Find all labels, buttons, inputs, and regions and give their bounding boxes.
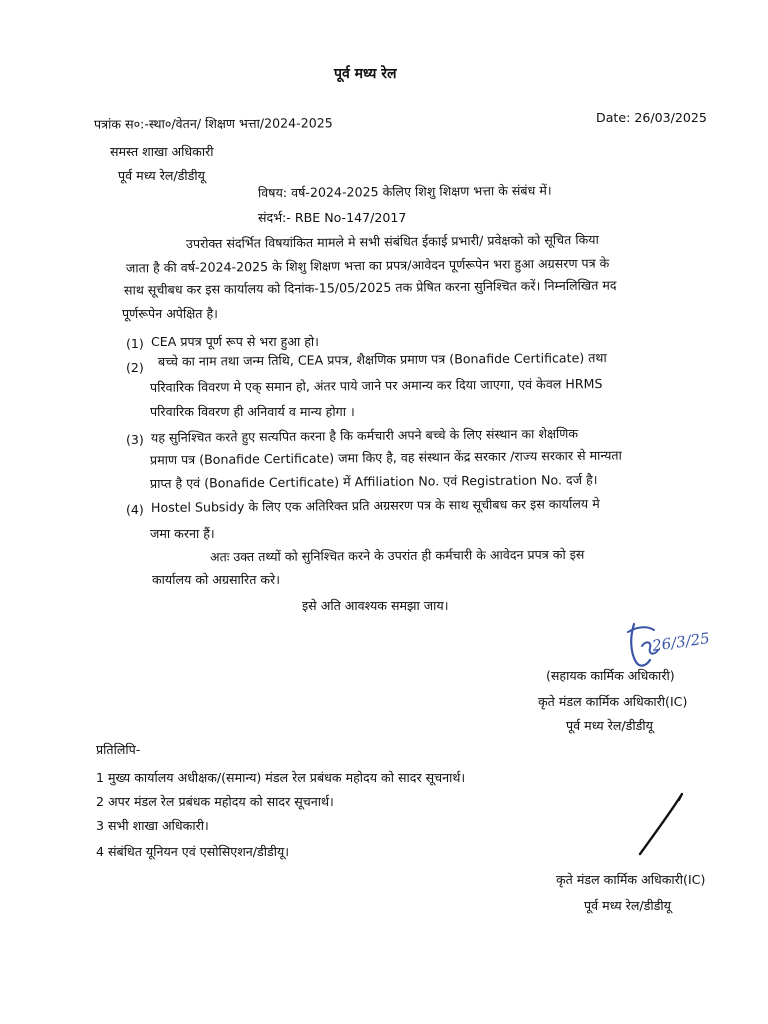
para2-line-1: अतः उक्त तथ्यों को सुनिश्चित करने के उपरांत ही कर्मचारी के आवेदन प्रपत्र को इस [209, 546, 585, 565]
item-1-number: (1) [126, 336, 144, 351]
para1-line-4: पूर्णरूपेन अपेक्षित है। [122, 306, 218, 321]
item-4-line-2: जमा करना हैं। [150, 526, 215, 541]
addressee-line-1: समस्त शाखा अधिकारी [110, 144, 214, 159]
reference-number: पत्रांक स०:-स्था०/वेतन/ शिक्षण भत्ता/2024-2025 [93, 115, 333, 132]
copy-to-item-3: 3 सभी शाखा अधिकारी। [96, 818, 209, 833]
para1-line-3: साथ सूचीबध कर इस कार्यालय को दिनांक-15/05/2025 तक प्रेषित करना सुनिश्चित करें। निम्नलिखित मद [123, 277, 617, 298]
signature-2 [632, 790, 692, 860]
para1-line-1: उपरोक्त संदर्भित विषयांकित मामले मे सभी संबंधित ईकाई प्रभारी/ प्रवेक्षको को सूचित किया [185, 231, 599, 252]
item-3-line-3: प्राप्त है एवं (Bonafide Certificate) में Affiliation No. एवं Registration No. दर्ज है। [149, 472, 598, 491]
org-heading: पूर्व मध्य रेल [334, 66, 397, 82]
signature-2-designation-2: पूर्व मध्य रेल/डीडीयू [584, 898, 671, 913]
addressee-line-2: पूर्व मध्य रेल/डीडीयू [118, 168, 205, 183]
para2-line-2: कार्यालय को अग्रसारित करे। [152, 572, 280, 587]
signature-1-designation-1: (सहायक कार्मिक अधिकारी) [546, 668, 675, 683]
item-3-line-1: यह सुनिश्चित करते हुए सत्यपित करना है कि कर्मचारी अपने बच्चे के लिए संस्थान का शेक्षणिक [150, 425, 579, 446]
copy-to-item-1: 1 मुख्य कार्यालय अधीक्षक/(समान्य) मंडल रेल प्रबंधक महोदय को सादर सूचनार्थ। [96, 770, 466, 785]
item-4-number: (4) [126, 502, 144, 517]
signature-1-designation-3: पूर्व मध्य रेल/डीडीयू [566, 718, 653, 733]
signature-2-designation-1: कृते मंडल कार्मिक अधिकारी(IC) [556, 872, 706, 887]
item-2-line-2: परिवारिक विवरण मे एक् समान हो, अंतर पाये जाने पर अमान्य कर दिया जाएगा, एवं केवल HRMS [149, 376, 603, 395]
letter-date: Date: 26/03/2025 [596, 110, 707, 125]
subject-reference: संदर्भ:- RBE No-147/2017 [258, 210, 407, 225]
item-2-line-1: बच्चे का नाम तथा जन्म तिथि, CEA प्रपत्र, शैक्षणिक प्रमाण पत्र (Bonafide Certificate) तथा [157, 350, 607, 369]
copy-to-item-2: 2 अपर मंडल रेल प्रबंधक महोदय को सादर सूचनार्थ। [96, 794, 334, 809]
item-3-line-2: प्रमाण पत्र (Bonafide Certificate) जमा किए है, वह संस्थान केंद्र सरकार /राज्य सरकार से मान्यता [149, 447, 622, 468]
signature-1-designation-2: कृते मंडल कार्मिक अधिकारी(IC) [538, 694, 688, 709]
signature-1-date: 26/3/25 [651, 629, 711, 655]
item-2-number: (2) [126, 360, 144, 375]
item-3-number: (3) [126, 432, 144, 447]
copy-to-label: प्रतिलिपि- [96, 742, 141, 757]
subject-line: विषय: वर्ष-2024-2025 केलिए शिशु शिक्षण भत्ता के संबंध में। [257, 182, 552, 201]
closing-line: इसे अति आवश्यक समझा जाय। [302, 598, 449, 613]
copy-to-item-4: 4 संबंधित यूनियन एवं एसोसिएशन/डीडीयू। [96, 844, 290, 859]
para1-line-2: जाता है की वर्ष-2024-2025 के शिशु शिक्षण भत्ता का प्रपत्र/आवेदन पूर्णरूपेन भरा हुआ अग्रसरण पत्र के [125, 255, 610, 276]
item-2-line-3: परिवारिक विवरण ही अनिवार्य व मान्य होगा । [150, 404, 355, 419]
item-1-line-1: CEA प्रपत्र पूर्ण रूप से भरा हुआ हो। [151, 334, 319, 349]
item-4-line-1: Hostel Subsidy के लिए एक अतिरिक्त प्रति अग्रसरण पत्र के साथ सूचीबध कर इस कार्यालय मे [150, 496, 600, 515]
